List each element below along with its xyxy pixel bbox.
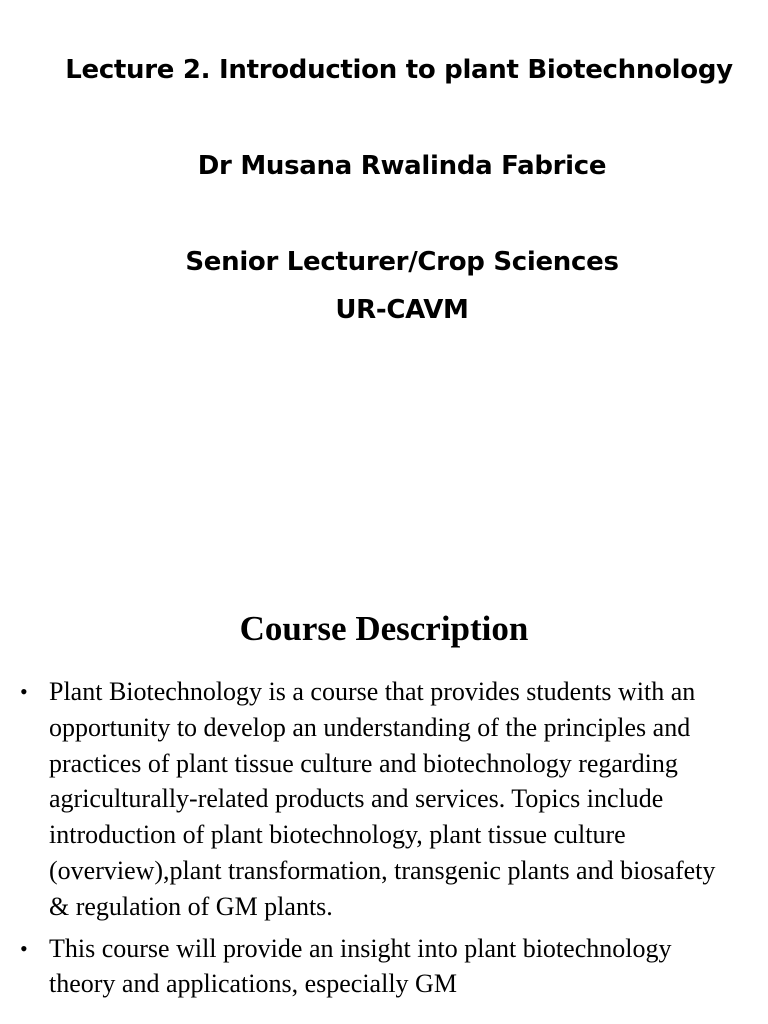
bullet-text: Plant Biotechnology is a course that provides students with an opportunity to develop an understanding of the principles and practices of plant tissue culture and biotechnology regarding agriculturally-related products and services. Topics include introduction of plant biotechnology, plant tissue culture (overview),plant transformation, transgenic plants and biosafety & regulation of GM plants. <box>49 677 716 921</box>
title-slide <box>0 0 768 380</box>
author-position: Senior Lecturer/Crop Sciences <box>185 247 619 277</box>
institution-name: UR-CAVM <box>335 295 469 325</box>
author-name: Dr Musana Rwalinda Fabrice <box>197 151 607 181</box>
lecture-title: Lecture 2. Introduction to plant Biotechnology <box>65 55 733 85</box>
list-item <box>20 931 720 1003</box>
course-description-heading: Course Description <box>239 609 529 648</box>
bullet-dot-icon: • <box>20 679 28 704</box>
list-item <box>20 674 720 925</box>
bullet-text: This course will provide an insight into plant biotechnology theory and applications, especially GM <box>49 933 672 999</box>
bullet-dot-icon: • <box>20 935 28 961</box>
bullet-list <box>20 674 720 1008</box>
